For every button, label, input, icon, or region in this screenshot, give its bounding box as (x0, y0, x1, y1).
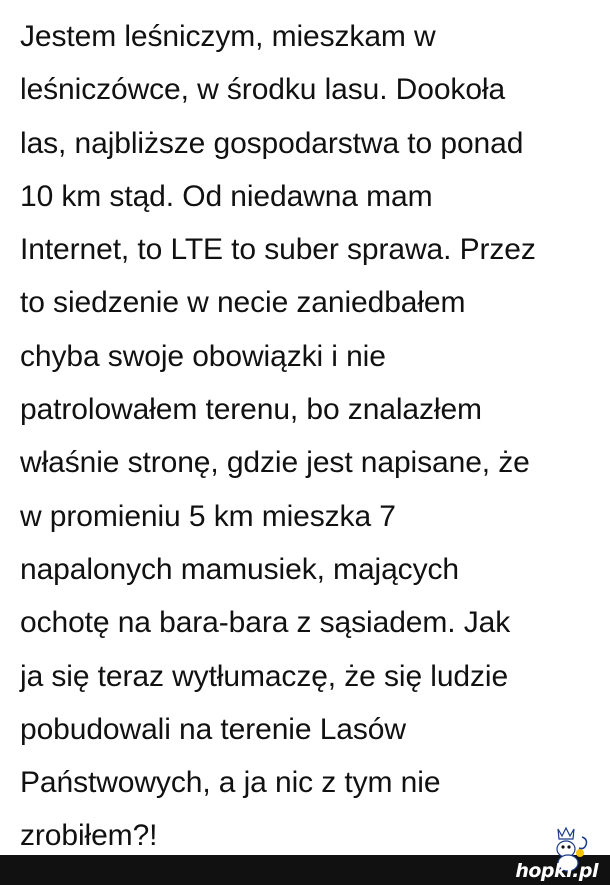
post-text-line: Jestem leśniczym, mieszkam w (20, 20, 436, 53)
post-text-line: to siedzenie w necie zaniedbałem (20, 286, 466, 320)
post-text-line: Internet, to LTE to suber sprawa. Przez (20, 233, 536, 267)
post-text-line: ochotę na bara-bara z sąsiadem. Jak (20, 606, 511, 640)
site-watermark[interactable] (502, 825, 602, 885)
post-text-line: pobudowali na terenie Lasów (20, 712, 406, 746)
post-text-block (20, 10, 605, 863)
post-text-line: patrolowałem terenu, bo znalazłem (20, 393, 482, 427)
post-text-line: w promieniu 5 km mieszka 7 (20, 499, 396, 533)
watermark-text[interactable]: hopki.pl (515, 860, 598, 882)
post-text-line: Państwowych, a ja nic z tym nie (20, 766, 441, 800)
post-text-line: napalonych mamusiek, mających (20, 552, 459, 586)
post-text-line: leśniczówce, w środku lasu. Dookoła (20, 73, 506, 107)
post-text-line: 10 km stąd. Od niedawna mam (20, 179, 433, 213)
post-text-line: zrobiłem?! (20, 819, 158, 853)
post-text-line: chyba swoje obowiązki i nie (20, 339, 386, 373)
post-text-line: ja się teraz wytłumaczę, że się ludzie (20, 659, 509, 693)
post-text-line: właśnie stronę, gdzie jest napisane, że (20, 446, 530, 480)
post-text-line: las, najbliższe gospodarstwa to ponad (20, 126, 524, 160)
